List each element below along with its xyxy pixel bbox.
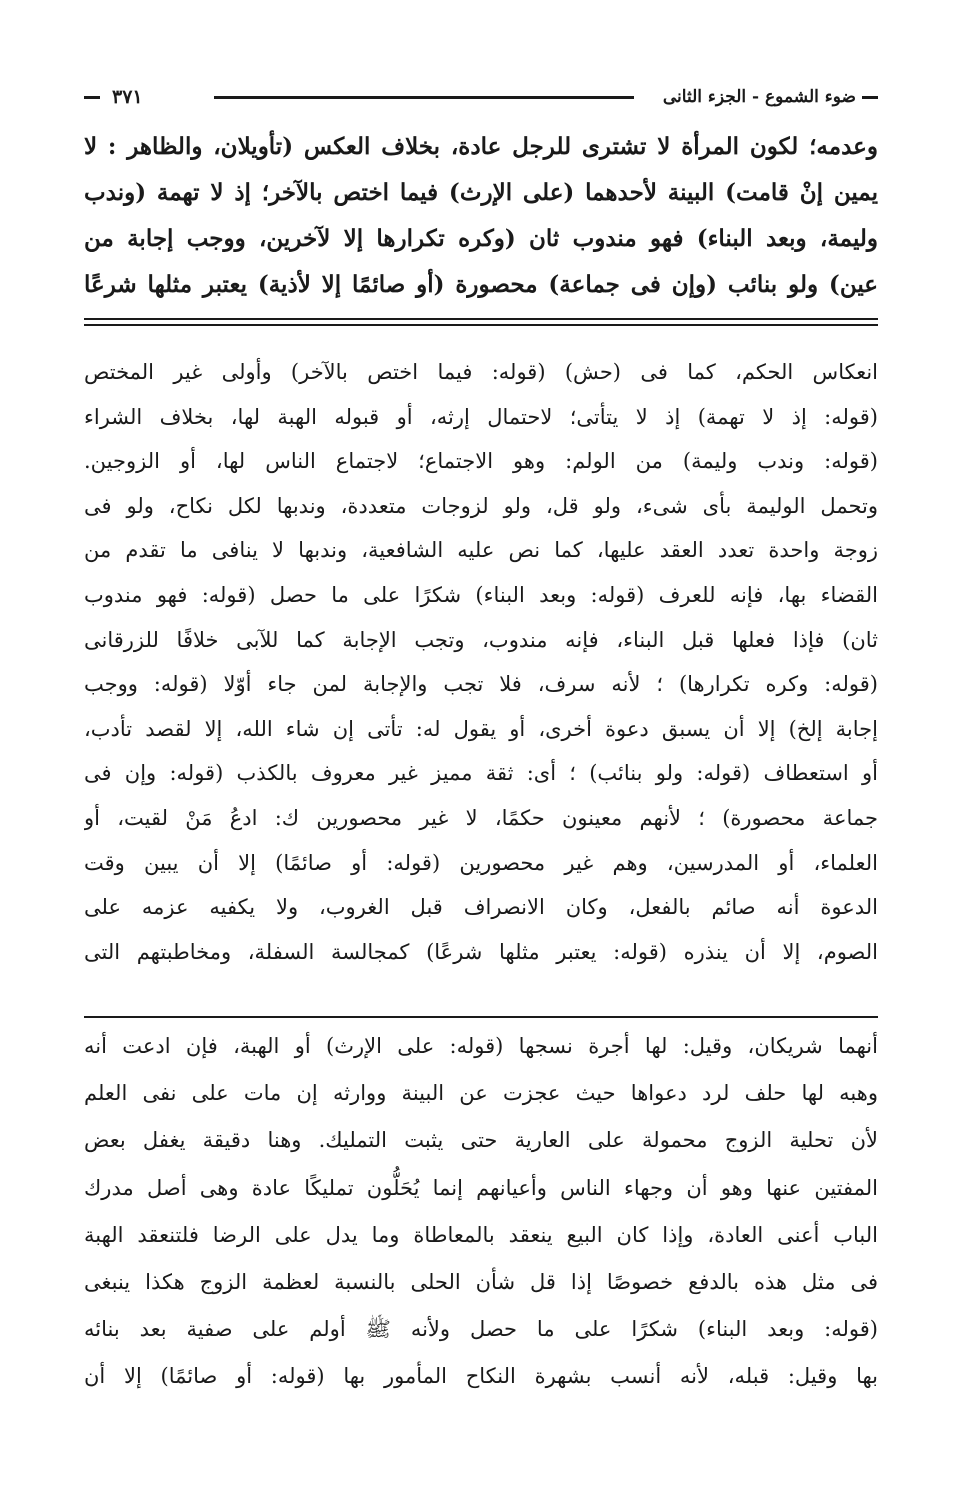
- header-rule: [214, 96, 634, 99]
- matn-text: [84, 124, 878, 308]
- matn-line: وليمة، وبعد البناء) فهو مندوب ثان (وكره تكرارها إلا لآخرين، ووجب إجابة من: [84, 225, 878, 252]
- sharh-line: انعكاس الحكم، كما فى (حش) (قوله: فيما اختص بالآخر) وأولى غير المختص: [84, 360, 878, 384]
- sharh-line: (قوله: وندب وليمة) من الولم: وهو الاجتماع؛ لاجتماع الناس لها، أو الزوجين.: [84, 449, 878, 474]
- sharh-line: (قوله: وكره تكرارها) ؛ لأنه سرف، فلا تجب والإجابة لمن جاء أوّلا (قوله: ووجب: [84, 672, 878, 697]
- matn-line: عين) ولو بنائب (وإن فى جماعة) محصورة (أو صائمًا إلا لأذية) يعتبر مثلها شرعًا: [84, 271, 878, 298]
- hashiya-text: [84, 1023, 878, 1401]
- book-title: ضوء الشموع - الجزء الثانى: [662, 87, 856, 107]
- header-dash-right: [862, 96, 878, 99]
- hashiya-line: أنهما شريكان، وقيل: لها أجرة نسجها (قوله: على الإرث) أو الهبة، فإن ادعت أنه: [84, 1034, 878, 1058]
- hashiya-line: بها وقيل: قبله، لأنه أنسب بشهرة النكاح المأمور بها (قوله: أو صائمًا) إلا أن: [84, 1364, 878, 1389]
- page-number: ٣٧١: [106, 86, 149, 108]
- sharh-line: وتحمل الوليمة بأى شىء، ولو قل، ولو لزوجات متعددة، وندبها لكل نكاح، ولو فى: [84, 493, 878, 518]
- sharh-line: إجابة إلخ) إلا أن يسبق دعوة أخرى، أو يقول له: تأتى إن شاء الله، إلا لقصد تأدب،: [84, 716, 878, 741]
- sharh-line: العلماء، أو المدرسين، وهم غير محصورين (قوله: أو صائمًا) إلا أن يبين وقت: [84, 850, 878, 875]
- matn-line: يمين إنْ قامت) البينة لأحدهما (على الإرث) فيما اختص بالآخر؛ إذ لا تهمة (وندب: [84, 179, 878, 206]
- sharh-text: [84, 350, 878, 974]
- separator-line-bottom: [84, 324, 878, 326]
- sharh-line: جماعة محصورة) ؛ لأنهم معينون حكمًا، لا غير محصورين ك: ادعُ مَنْ لقيت، أو: [84, 805, 878, 830]
- sharh-line: ثان) فإذا فعلها قبل البناء، فإنه مندوب، وتجب الإجابة كما للآبى خلافًا للزرقانى: [84, 627, 878, 652]
- separator-line-top: [84, 318, 878, 320]
- footnote-separator: [84, 1016, 878, 1018]
- header-dash-left: [84, 96, 100, 99]
- matn-separator: [84, 318, 878, 326]
- running-header: [84, 86, 878, 110]
- hashiya-line: (قوله: وبعد البناء) شكرًا على ما حصل ولأنه ﷺ أولم على صفية بعد بنائه: [84, 1317, 878, 1342]
- hashiya-line: المفتين عنها وهو أن وجهاء الناس وأعيانهم إنما يُحَلُّون تمليكًا عادة وهى أصل مدرك: [84, 1175, 878, 1200]
- sharh-line: زوجة واحدة تعدد العقد عليها، كما نص عليه الشافعية، وندبها لا ينافى ما تقدم من: [84, 538, 878, 563]
- sharh-line: الصوم، إلا أن ينذره (قوله: يعتبر مثلها شرعًا) كمجالسة السفلة، ومخاطبتهم التى: [84, 939, 878, 964]
- hashiya-line: فى مثل هذه بالدفع خصوصًا إذا قل شأن الحلى بالنسبة لعظمة الزوج هكذا ينبغى: [84, 1269, 878, 1294]
- hashiya-line: الباب أعنى العادة، وإذا كان البيع ينعقد بالمعاطاة وما يدل على الرضا فلتنعقد الهبة: [84, 1222, 878, 1247]
- hashiya-line: لأن تحلية الزوج محمولة على العارية حتى يثبت التمليك. وهنا دقيقة يغفل بعض: [84, 1128, 878, 1153]
- matn-line: وعدمه؛ لكون المرأة لا تشترى للرجل عادة، بخلاف العكس (تأويلان، والظاهر : لا: [84, 133, 878, 160]
- hashiya-line: وهبه لها حلف لرد دعواها حيث عجزت عن البينة ووارثه إن مات على نفى العلم: [84, 1081, 878, 1106]
- sharh-line: الدعوة أنه صائم بالفعل، وكان الانصراف قبل الغروب، ولا يكفيه عزمه على: [84, 895, 878, 920]
- sharh-line: أو استعطاف (قوله: ولو بنائب) ؛ أى: ثقة مميز غير معروف بالكذب (قوله: وإن فى: [84, 761, 878, 786]
- sharh-line: القضاء بها، فإنه للعرف (قوله: وبعد البناء) شكرًا على ما حصل (قوله: فهو مندوب: [84, 582, 878, 607]
- sharh-line: (قوله: إذ لا تهمة) إذ لا يتأتى؛ لاحتمال إرثه، أو قبوله الهبة لها، بخلاف الشراء: [84, 404, 878, 429]
